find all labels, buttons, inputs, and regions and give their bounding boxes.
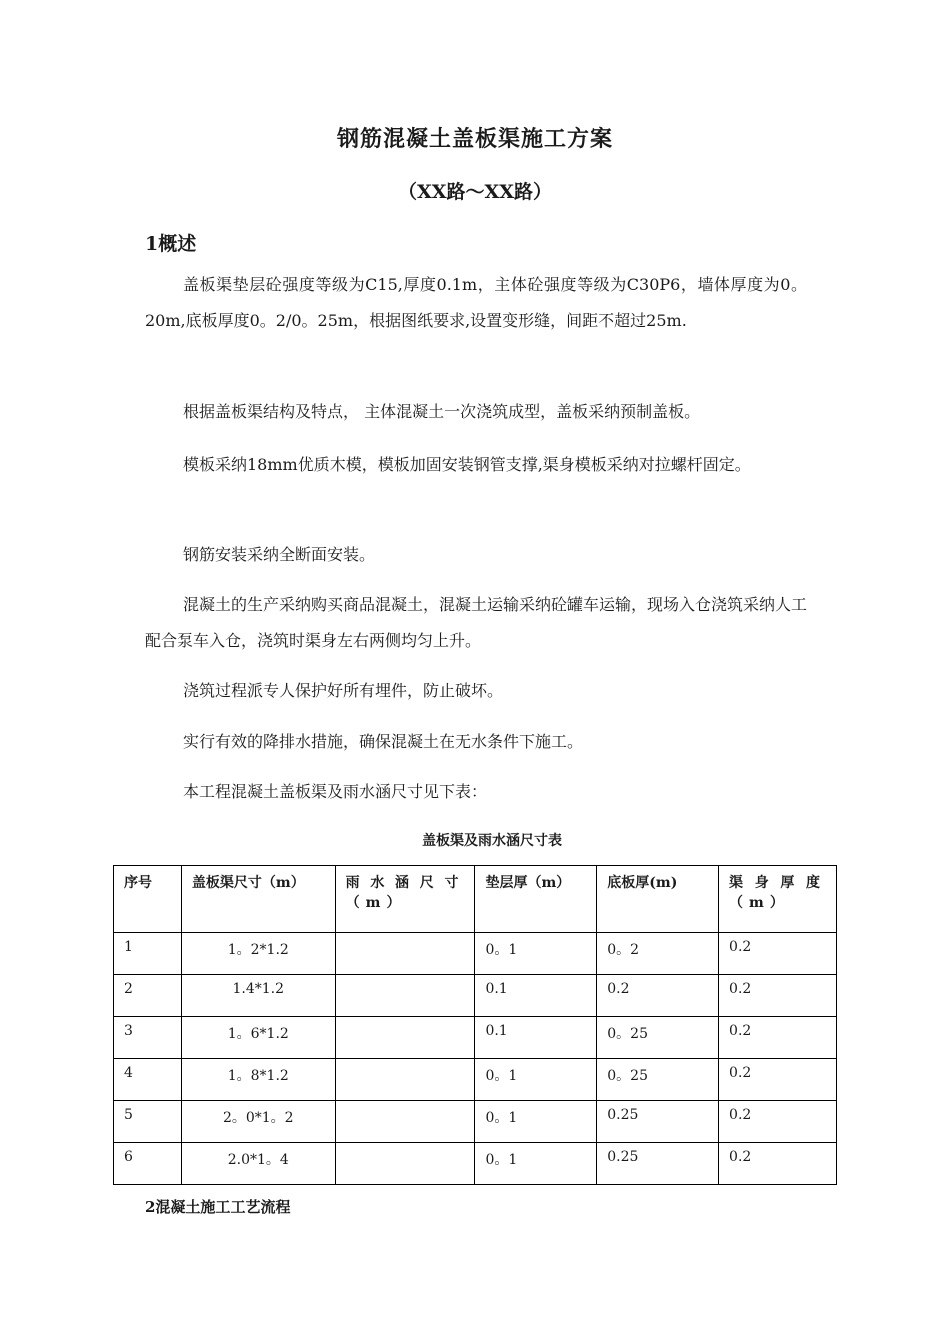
header-cell: 序号: [114, 866, 182, 933]
table-cell: 1。8*1.2: [181, 1059, 335, 1101]
table-cell: 2.0*1。4: [181, 1143, 335, 1185]
table-cell: 0。1: [475, 1143, 597, 1185]
table-cell: 0。2: [597, 933, 719, 975]
dimensions-table: [113, 865, 837, 1185]
paragraph: 混凝土的生产采纳购买商品混凝土，混凝土运输采纳砼罐车运输，现场入仓浇筑采纳人工配合泵车入仓，浇筑时渠身左右两侧均匀上升。: [145, 595, 808, 650]
table-cell: 5: [114, 1101, 182, 1143]
table-cell: 0。25: [597, 1059, 719, 1101]
table-row: [114, 1059, 837, 1101]
paragraph: 实行有效的降排水措施，确保混凝土在无水条件下施工。: [183, 732, 584, 751]
table-cell: 0.2: [719, 1101, 837, 1143]
table-cell: 0。1: [475, 1059, 597, 1101]
table-cell: [335, 1017, 475, 1059]
table-cell: [335, 1101, 475, 1143]
header-cell: 盖板渠尺寸（m）: [181, 866, 335, 933]
table-row: [114, 1101, 837, 1143]
header-cell: 渠身厚度（m）: [719, 866, 837, 933]
document-subtitle: （XX路～XX路）: [398, 181, 552, 203]
table-cell: [335, 1059, 475, 1101]
paragraph: 盖板渠垫层砼强度等级为C15,厚度0.1m，主体砼强度等级为C30P6，墙体厚度为0。20m,底板厚度0。2/0。25m，根据图纸要求,设置变形缝，间距不超过25m.: [145, 275, 807, 330]
paragraph: 浇筑过程派专人保护好所有埋件，防止破坏。: [183, 681, 504, 700]
table-cell: 6: [114, 1143, 182, 1185]
table-cell: 0.2: [719, 1143, 837, 1185]
table-cell: [335, 975, 475, 1017]
table-row: [114, 1017, 837, 1059]
table-cell: 2。0*1。2: [181, 1101, 335, 1143]
table-cell: 3: [114, 1017, 182, 1059]
header-cell: 雨水涵尺寸（m）: [335, 866, 475, 933]
table-cell: 1.4*1.2: [181, 975, 335, 1017]
table-cell: 0。1: [475, 933, 597, 975]
table-cell: 0.2: [719, 1059, 837, 1101]
table-cell: 1: [114, 933, 182, 975]
paragraph: 本工程混凝土盖板渠及雨水涵尺寸见下表：: [183, 782, 488, 801]
document-title: 钢筋混凝土盖板渠施工方案: [336, 126, 613, 152]
table-cell: 4: [114, 1059, 182, 1101]
table-cell: [335, 933, 475, 975]
header-cell: 底板厚(m): [597, 866, 719, 933]
table-caption: 盖板渠及雨水涵尺寸表: [422, 833, 562, 849]
table-cell: 1。6*1.2: [181, 1017, 335, 1059]
table-cell: 0.25: [597, 1101, 719, 1143]
table-cell: 2: [114, 975, 182, 1017]
section-heading-process: 2混凝土施工工艺流程: [145, 1198, 291, 1216]
table-cell: 1。2*1.2: [181, 933, 335, 975]
table-cell: [335, 1143, 475, 1185]
paragraph: 钢筋安装采纳全断面安装。: [183, 545, 376, 564]
table-cell: 0.2: [719, 975, 837, 1017]
table-cell: 0.1: [475, 1017, 597, 1059]
table-cell: 0。1: [475, 1101, 597, 1143]
table-row: [114, 933, 837, 975]
table-row: [114, 975, 837, 1017]
paragraph: 根据盖板渠结构及特点， 主体混凝土一次浇筑成型，盖板采纳预制盖板。: [183, 402, 701, 421]
header-cell: 垫层厚（m）: [475, 866, 597, 933]
table-cell: 0。25: [597, 1017, 719, 1059]
table-cell: 0.2: [597, 975, 719, 1017]
paragraph: 模板采纳18mm优质木模，模板加固安装钢管支撑,渠身模板采纳对拉螺杆固定。: [183, 455, 751, 474]
table-header-row: [114, 866, 837, 933]
section-heading-overview: 1概述: [145, 233, 197, 255]
table-row: [114, 1143, 837, 1185]
table-cell: 0.1: [475, 975, 597, 1017]
table-cell: 0.2: [719, 933, 837, 975]
table-cell: 0.2: [719, 1017, 837, 1059]
table-cell: 0.25: [597, 1143, 719, 1185]
